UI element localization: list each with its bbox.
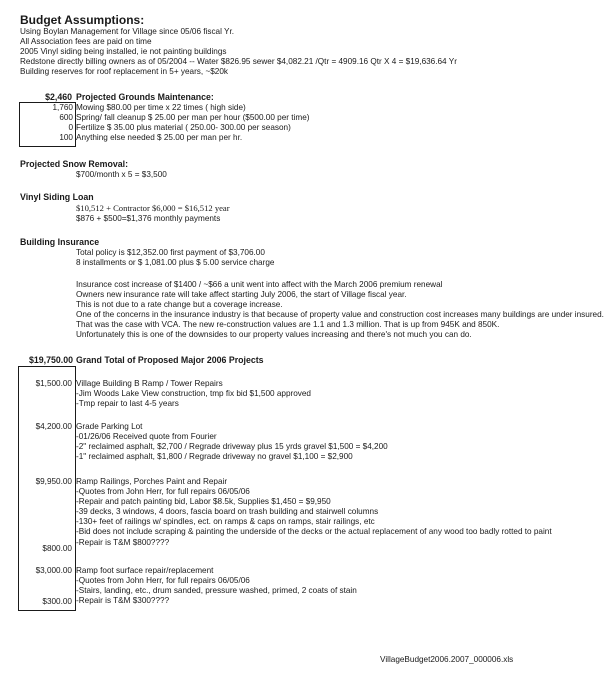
project-title: Ramp foot surface repair/replacement	[76, 566, 214, 575]
project-line: -Stairs, landing, etc., drum sanded, pressure washed, primed, 2 coats of stain	[76, 586, 357, 596]
project-line: -Repair is T&M $300????	[76, 596, 170, 606]
grounds-item: Mowing $80.00 per time x 22 times ( high side)	[76, 103, 246, 112]
grounds-amount: 1,760	[52, 103, 73, 112]
grand-total-label: Grand Total of Proposed Major 2006 Projects	[76, 355, 264, 365]
assumption-line: Using Boylan Management for Village since 05/06 fiscal Yr.	[20, 27, 235, 36]
grounds-total: $2,460	[45, 92, 72, 102]
project-line: -Quotes from John Herr, for full repairs 06/05/06	[76, 487, 250, 497]
grounds-item: Spring/ fall cleanup $ 25.00 per man per hour ($500.00 per time)	[76, 113, 310, 123]
project-block	[76, 379, 608, 409]
project-block	[76, 566, 608, 606]
siding-line: $876 + $500=$1,376 monthly payments	[76, 214, 221, 223]
assumption-line: 2005 Vinyl siding being installed, ie not painting buildings	[20, 47, 227, 57]
grounds-heading: Projected Grounds Maintenance:	[76, 92, 214, 102]
assumption-line: Redstone directly billing owners as of 05/2004 -- Water $826.95 sewer $4,082.21 /Qtr = 4909.16 Qtr X 4 = $19,636.64 Yr	[20, 57, 457, 67]
project-block	[76, 477, 608, 548]
grounds-amount: 100	[59, 133, 73, 143]
insurance-note: One of the concerns in the insurance industry is that because of property value and construction cost increases many buildings are under insured.	[76, 310, 604, 320]
project-line: -39 decks, 3 windows, 4 doors, fascia board on trash building and stairwell columns	[76, 507, 379, 517]
insurance-note: That was the case with VCA. The new re-construction values are 1.1 and 1.3 million. That is up from 945K and 850K.	[76, 320, 500, 330]
project-title: Village Building B Ramp / Tower Repairs	[76, 379, 223, 388]
project-line: -Repair is T&M $800????	[76, 537, 170, 547]
project-title: Grade Parking Lot	[76, 422, 143, 431]
siding-heading: Vinyl Siding Loan	[20, 192, 94, 202]
project-amount: $3,000.00	[35, 566, 72, 575]
project-line: -Tmp repair to last 4-5 years	[76, 399, 179, 409]
project-line: -2" reclaimed asphalt, $2,700 / Regrade driveway plus 15 yrds gravel $1,500 = $4,200	[76, 442, 388, 452]
siding-line: $10,512 + Contractor $6,000 = $16,512 year	[76, 203, 230, 213]
project-line: -130+ feet of railings w/ spindles, ect. on ramps & caps on ramps, stair railings, etc	[76, 517, 375, 527]
insurance-line: 8 installments or $ 1,081.00 plus $ 5.00 service charge	[76, 258, 275, 268]
grounds-amounts	[20, 103, 73, 143]
grounds-amount: 600	[59, 113, 73, 123]
project-amount: $9,950.00	[35, 477, 72, 486]
project-line: -Bid does not include scraping & painting the underside of the decks or the actual replacement of any wood too badly rotted to paint	[76, 527, 552, 537]
project-line: -01/26/06 Received quote from Fourier	[76, 432, 217, 442]
project-amount: $4,200.00	[35, 422, 72, 431]
project-title: Ramp Railings, Porches Paint and Repair	[76, 477, 228, 486]
grounds-item: Fertilize $ 35.00 plus material ( 250.00- 300.00 per season)	[76, 123, 291, 133]
project-extra-amount: $800.00	[42, 544, 72, 553]
assumption-line: Building reserves for roof replacement in 5+ years, ~$20k	[20, 67, 228, 77]
insurance-notes	[76, 280, 608, 341]
insurance-note: This is not due to a rate change but a coverage increase.	[76, 300, 283, 310]
project-line: -Jim Woods Lake View construction, tmp fix bid $1,500 approved	[76, 389, 311, 399]
snow-heading: Projected Snow Removal:	[20, 159, 129, 169]
insurance-heading: Building Insurance	[20, 237, 100, 247]
footer-filename: VillageBudget2006.2007_000006.xls	[380, 655, 514, 664]
page-title: Budget Assumptions:	[20, 13, 145, 27]
snow-line: $700/month x 5 = $3,500	[76, 170, 167, 179]
insurance-note: Owners new insurance rate will take affect starting July 2006, the start of Village fiscal year.	[76, 290, 407, 300]
insurance-lines	[76, 248, 274, 268]
grounds-item: Anything else needed $ 25.00 per man per hr.	[76, 133, 243, 143]
project-line: -1" reclaimed asphalt, $1,800 / Regrade driveway no gravel $1,100 = $2,900	[76, 452, 353, 462]
assumptions-list	[20, 27, 457, 77]
assumption-line: All Association fees are paid on time	[20, 37, 152, 47]
grand-total-amount: $19,750.00	[28, 355, 73, 365]
project-block	[76, 422, 608, 462]
insurance-note: Unfortunately this is one of the downsides to our property values increasing and there's not much you can do.	[76, 330, 472, 340]
project-line: -Repair and patch painting bid, Labor $8.5k, Supplies $1,450 = $9,950	[76, 497, 331, 507]
insurance-line: Total policy is $12,352.00 first payment of $3,706.00	[76, 248, 265, 257]
grounds-items	[76, 103, 309, 143]
grounds-amount: 0	[68, 123, 73, 133]
project-amount: $1,500.00	[35, 379, 72, 388]
insurance-note: Insurance cost increase of $1400 / ~$66 a unit went into affect with the March 2006 premium renewal	[76, 280, 443, 289]
project-extra-amount: $300.00	[42, 597, 72, 606]
project-line: -Quotes from John Herr, for full repairs 06/05/06	[76, 576, 250, 586]
